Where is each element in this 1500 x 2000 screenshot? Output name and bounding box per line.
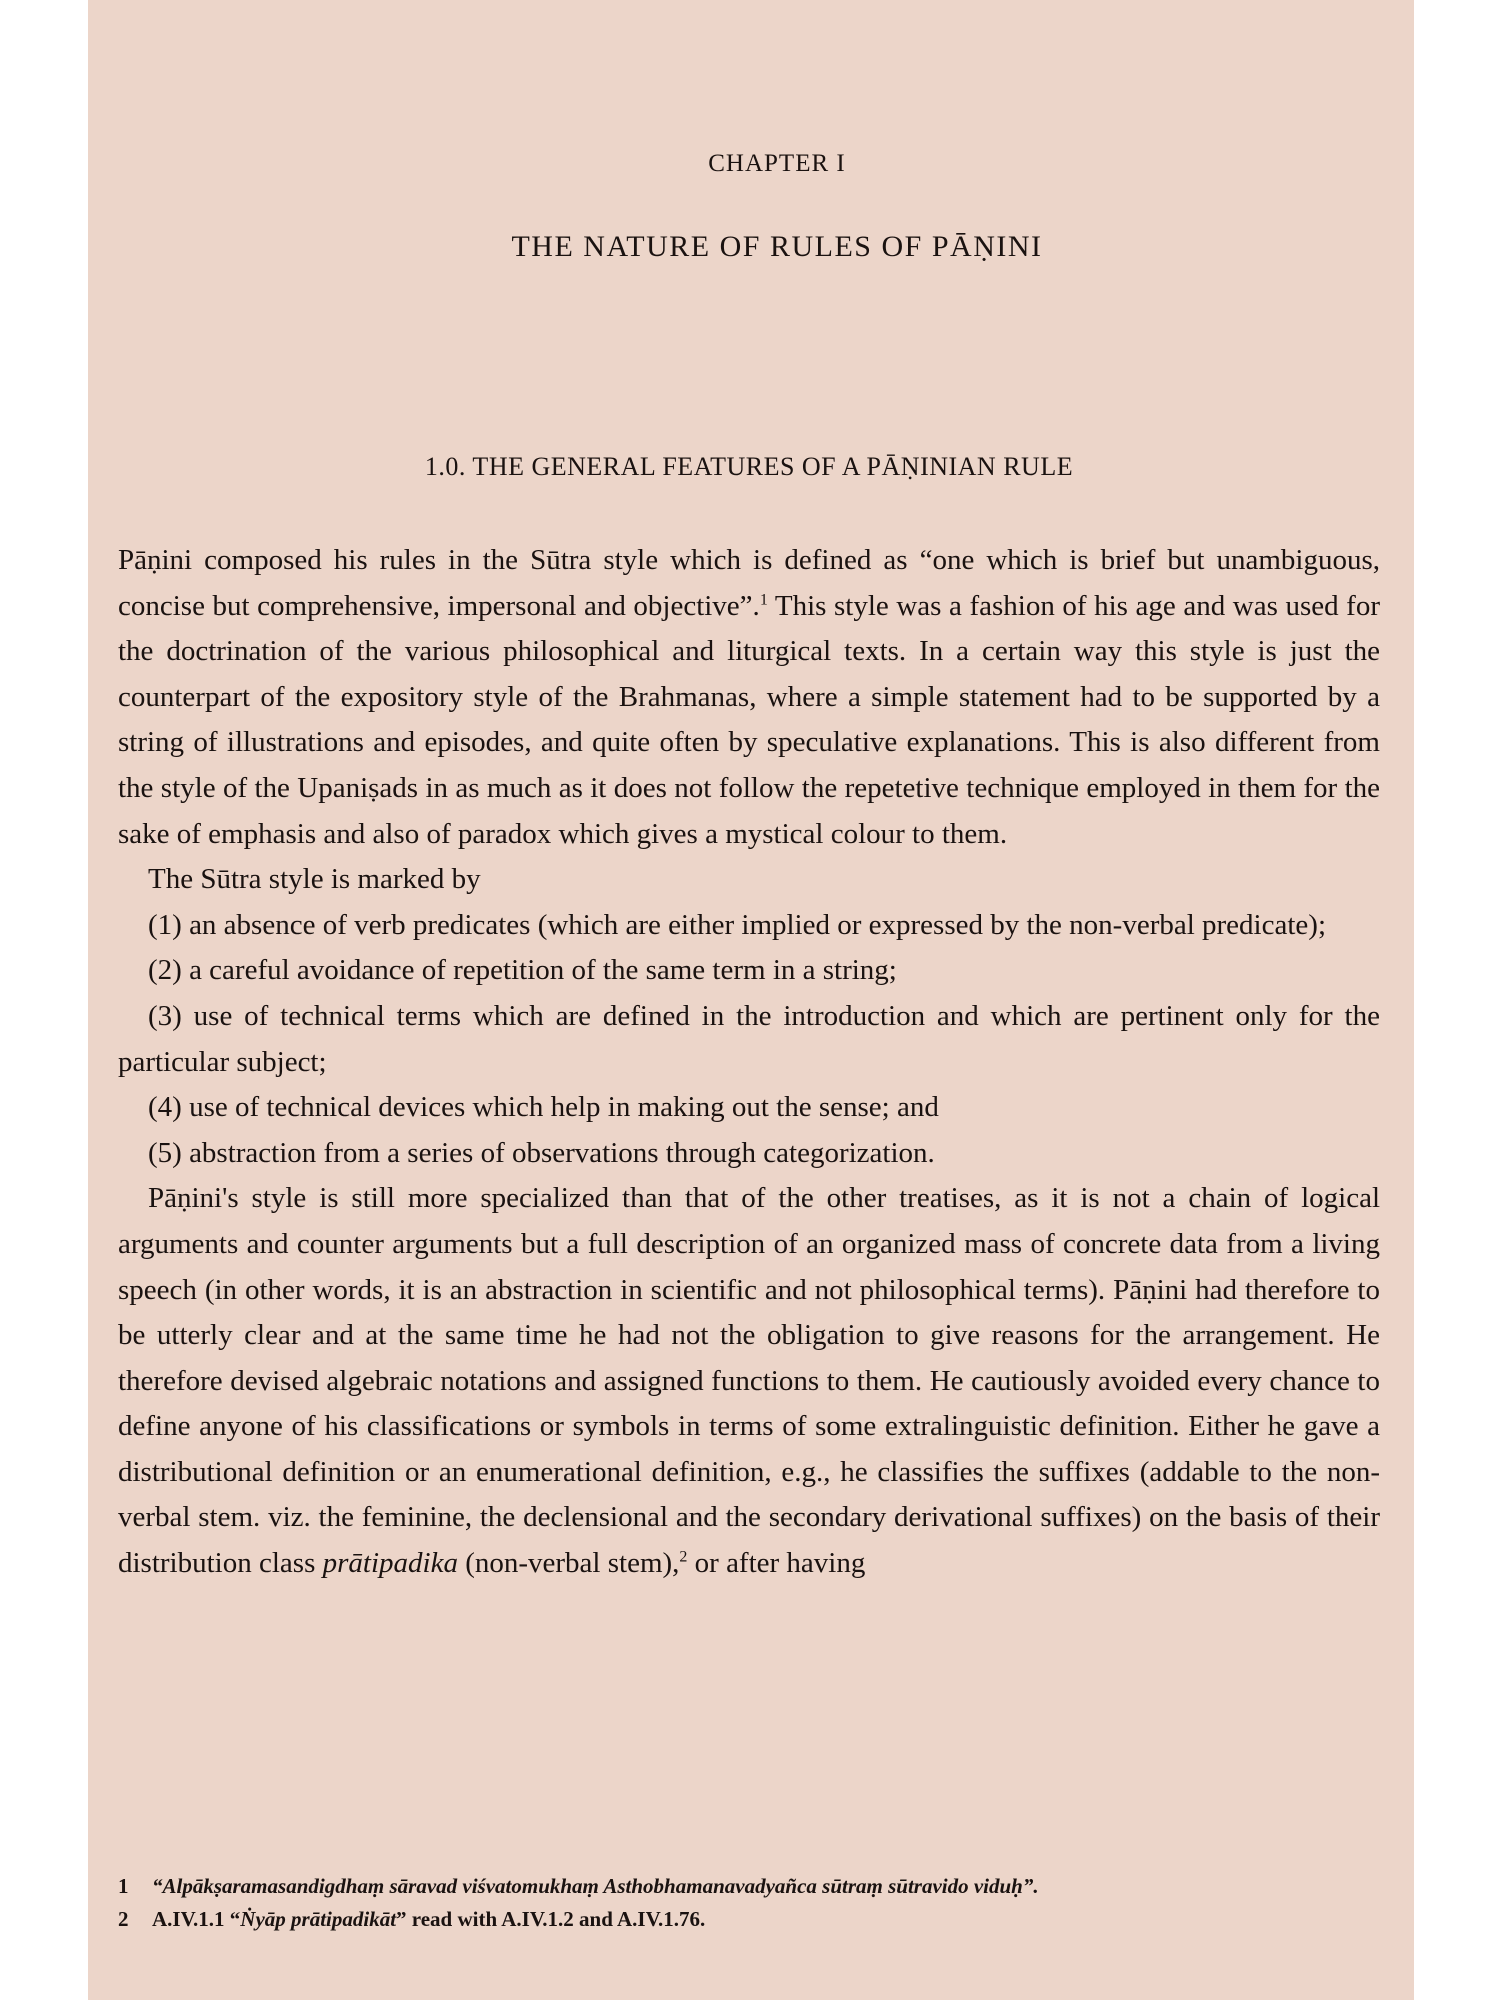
footnote-mark: 2 [118, 1907, 129, 1931]
footnote-ref-1: 1 [759, 590, 768, 608]
paragraph-3-end: or after having [687, 1547, 866, 1580]
chapter-label: CHAPTER I [708, 150, 846, 177]
footnote-term: Ṅyāp prātipadikāt [240, 1907, 397, 1931]
list-item: (3) use of technical terms which are defined in the introduction and which are pertinent only for the particular subject; [118, 999, 1380, 1078]
paragraph-3-text: Pāṇini's style is still more specialized than that of the other treatises, as it is not a chain of logical arguments and counter arguments but a full description of an organized mass of concrete data from a living speech (in other words, it is an abstraction in scientific and not philosophical terms). Pāṇini had therefore to be utterly clear and at the same time he had not the obligation to give reasons for the arrangement. He therefore devised algebraic notations and assigned functions to them. He cautiously avoided every chance to define anyone of his classifications or symbols in terms of some extralinguistic definition. Either he gave a distributional definition or an enumerational definition, e.g., he classifies the suffixes (addable to the non-verbal stem. viz. the feminine, the declensional and the secondary derivational suffixes) on the basis of their distribution class [118, 1182, 1380, 1580]
footnote-text: “Alpākṣaramasandigdhaṃ sāravad viśvatomukhaṃ Asthobhamanavadyañca sūtraṃ sūtravido viduḥ”. [152, 1874, 1039, 1898]
page-content [118, 150, 1380, 1931]
paragraph-1-text: Pāṇini composed his rules in the Sūtra style which is defined as “one which is brief but unambiguous, concise but comprehensive, impersonal and objective”. [118, 544, 1380, 622]
paragraph-3 [118, 1176, 1380, 1586]
list-item: (4) use of technical devices which help in making out the sense; and [148, 1091, 939, 1124]
paragraph-3-term: prātipadika [322, 1547, 458, 1580]
list-item: (2) a careful avoidance of repetition of the same term in a string; [148, 954, 897, 987]
paragraph-1 [118, 538, 1380, 857]
paragraph-3-after: (non-verbal stem), [457, 1547, 680, 1580]
footnotes [118, 1870, 1380, 1936]
paragraph-2: The Sūtra style is marked by [148, 863, 481, 896]
body-text [118, 538, 1380, 1587]
chapter-title: THE NATURE OF RULES OF PĀṆINI [511, 230, 1043, 263]
footnote-text-post: ” read with A.IV.1.2 and A.IV.1.76. [396, 1907, 706, 1931]
section-heading: 1.0. THE GENERAL FEATURES OF A PĀṆINIAN RULE [424, 452, 1074, 481]
footnote-ref-2: 2 [679, 1548, 688, 1566]
book-page [88, 0, 1414, 2000]
list-item: (1) an absence of verb predicates (which are either implied or expressed by the non-verbal predicate); [148, 908, 1326, 941]
footnote-text-pre: A.IV.1.1 “ [152, 1907, 241, 1931]
footnote-mark: 1 [118, 1874, 129, 1898]
footnote-text [152, 1903, 705, 1936]
paragraph-1-tail: This style was a fashion of his age and was used for the doctrination of the various philosophical and liturgical texts. In a certain way this style is just the counterpart of the expository style of the Brahmanas, where a simple statement had to be supported by a string of illustrations and episodes, and quite often by speculative explanations. This is also different from the style of the Upaniṣads in as much as it does not follow the repetetive technique employed in them for the sake of emphasis and also of paradox which gives a mystical colour to them. [118, 589, 1380, 850]
footnote-2 [118, 1903, 1380, 1936]
footnote-1 [118, 1870, 1380, 1903]
list-item: (5) abstraction from a series of observations through categorization. [148, 1136, 935, 1169]
